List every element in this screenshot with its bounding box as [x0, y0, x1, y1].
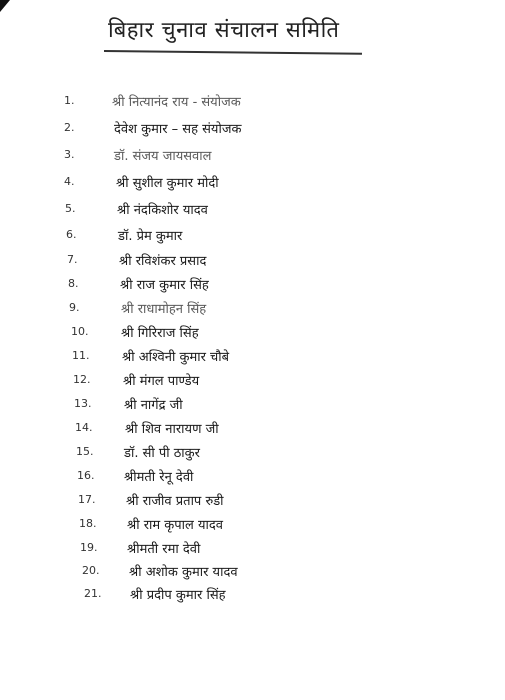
item-number: 9.	[69, 301, 80, 314]
item-number: 18.	[79, 517, 97, 530]
member-name: श्री गिरिराज सिंह	[121, 326, 199, 341]
member-name: श्री राधामोहन सिंह	[121, 302, 207, 317]
document-title: बिहार चुनाव संचालन समिति	[108, 18, 340, 43]
item-number: 20.	[82, 564, 100, 577]
member-name: श्री राम कृपाल यादव	[127, 518, 224, 533]
member-name: श्री नागेंद्र जी	[124, 398, 183, 413]
member-name: श्री अश्विनी कुमार चौबे	[122, 350, 230, 365]
member-name: डॉ. प्रेम कुमार	[118, 229, 183, 244]
item-number: 19.	[80, 541, 98, 554]
member-name: श्री नंदकिशोर यादव	[117, 203, 208, 218]
item-number: 1.	[64, 94, 75, 107]
member-name: श्री शिव नारायण जी	[125, 422, 219, 437]
title-underline	[104, 50, 362, 54]
item-number: 11.	[72, 349, 90, 362]
item-number: 13.	[74, 397, 92, 410]
item-number: 6.	[66, 228, 77, 241]
member-name: श्रीमती रमा देवी	[127, 542, 201, 557]
member-name: श्री मंगल पाण्डेय	[123, 374, 200, 389]
member-name: श्री नित्यानंद राय - संयोजक	[112, 95, 241, 110]
item-number: 5.	[65, 202, 76, 215]
member-name: डॉ. संजय जायसवाल	[114, 149, 212, 164]
member-name: श्री सुशील कुमार मोदी	[116, 176, 219, 191]
member-name: डॉ. सी पी ठाकुर	[124, 446, 200, 461]
item-number: 4.	[64, 175, 75, 188]
item-number: 7.	[67, 253, 78, 266]
item-number: 10.	[71, 325, 89, 338]
corner-mark	[0, 0, 10, 12]
member-name: श्रीमती रेनू देवी	[124, 470, 194, 485]
item-number: 2.	[64, 121, 75, 134]
member-name: श्री राजीव प्रताप रुडी	[126, 494, 224, 509]
item-number: 17.	[78, 493, 96, 506]
member-name: श्री अशोक कुमार यादव	[129, 565, 238, 580]
member-name: श्री प्रदीप कुमार सिंह	[130, 588, 226, 603]
item-number: 15.	[76, 445, 94, 458]
member-name: श्री राज कुमार सिंह	[120, 278, 209, 293]
item-number: 8.	[68, 277, 79, 290]
item-number: 3.	[64, 148, 75, 161]
item-number: 21.	[84, 587, 102, 600]
item-number: 14.	[75, 421, 93, 434]
member-name: श्री रविशंकर प्रसाद	[119, 254, 207, 269]
item-number: 12.	[73, 373, 91, 386]
member-name: देवेश कुमार – सह संयोजक	[114, 122, 242, 137]
item-number: 16.	[77, 469, 95, 482]
